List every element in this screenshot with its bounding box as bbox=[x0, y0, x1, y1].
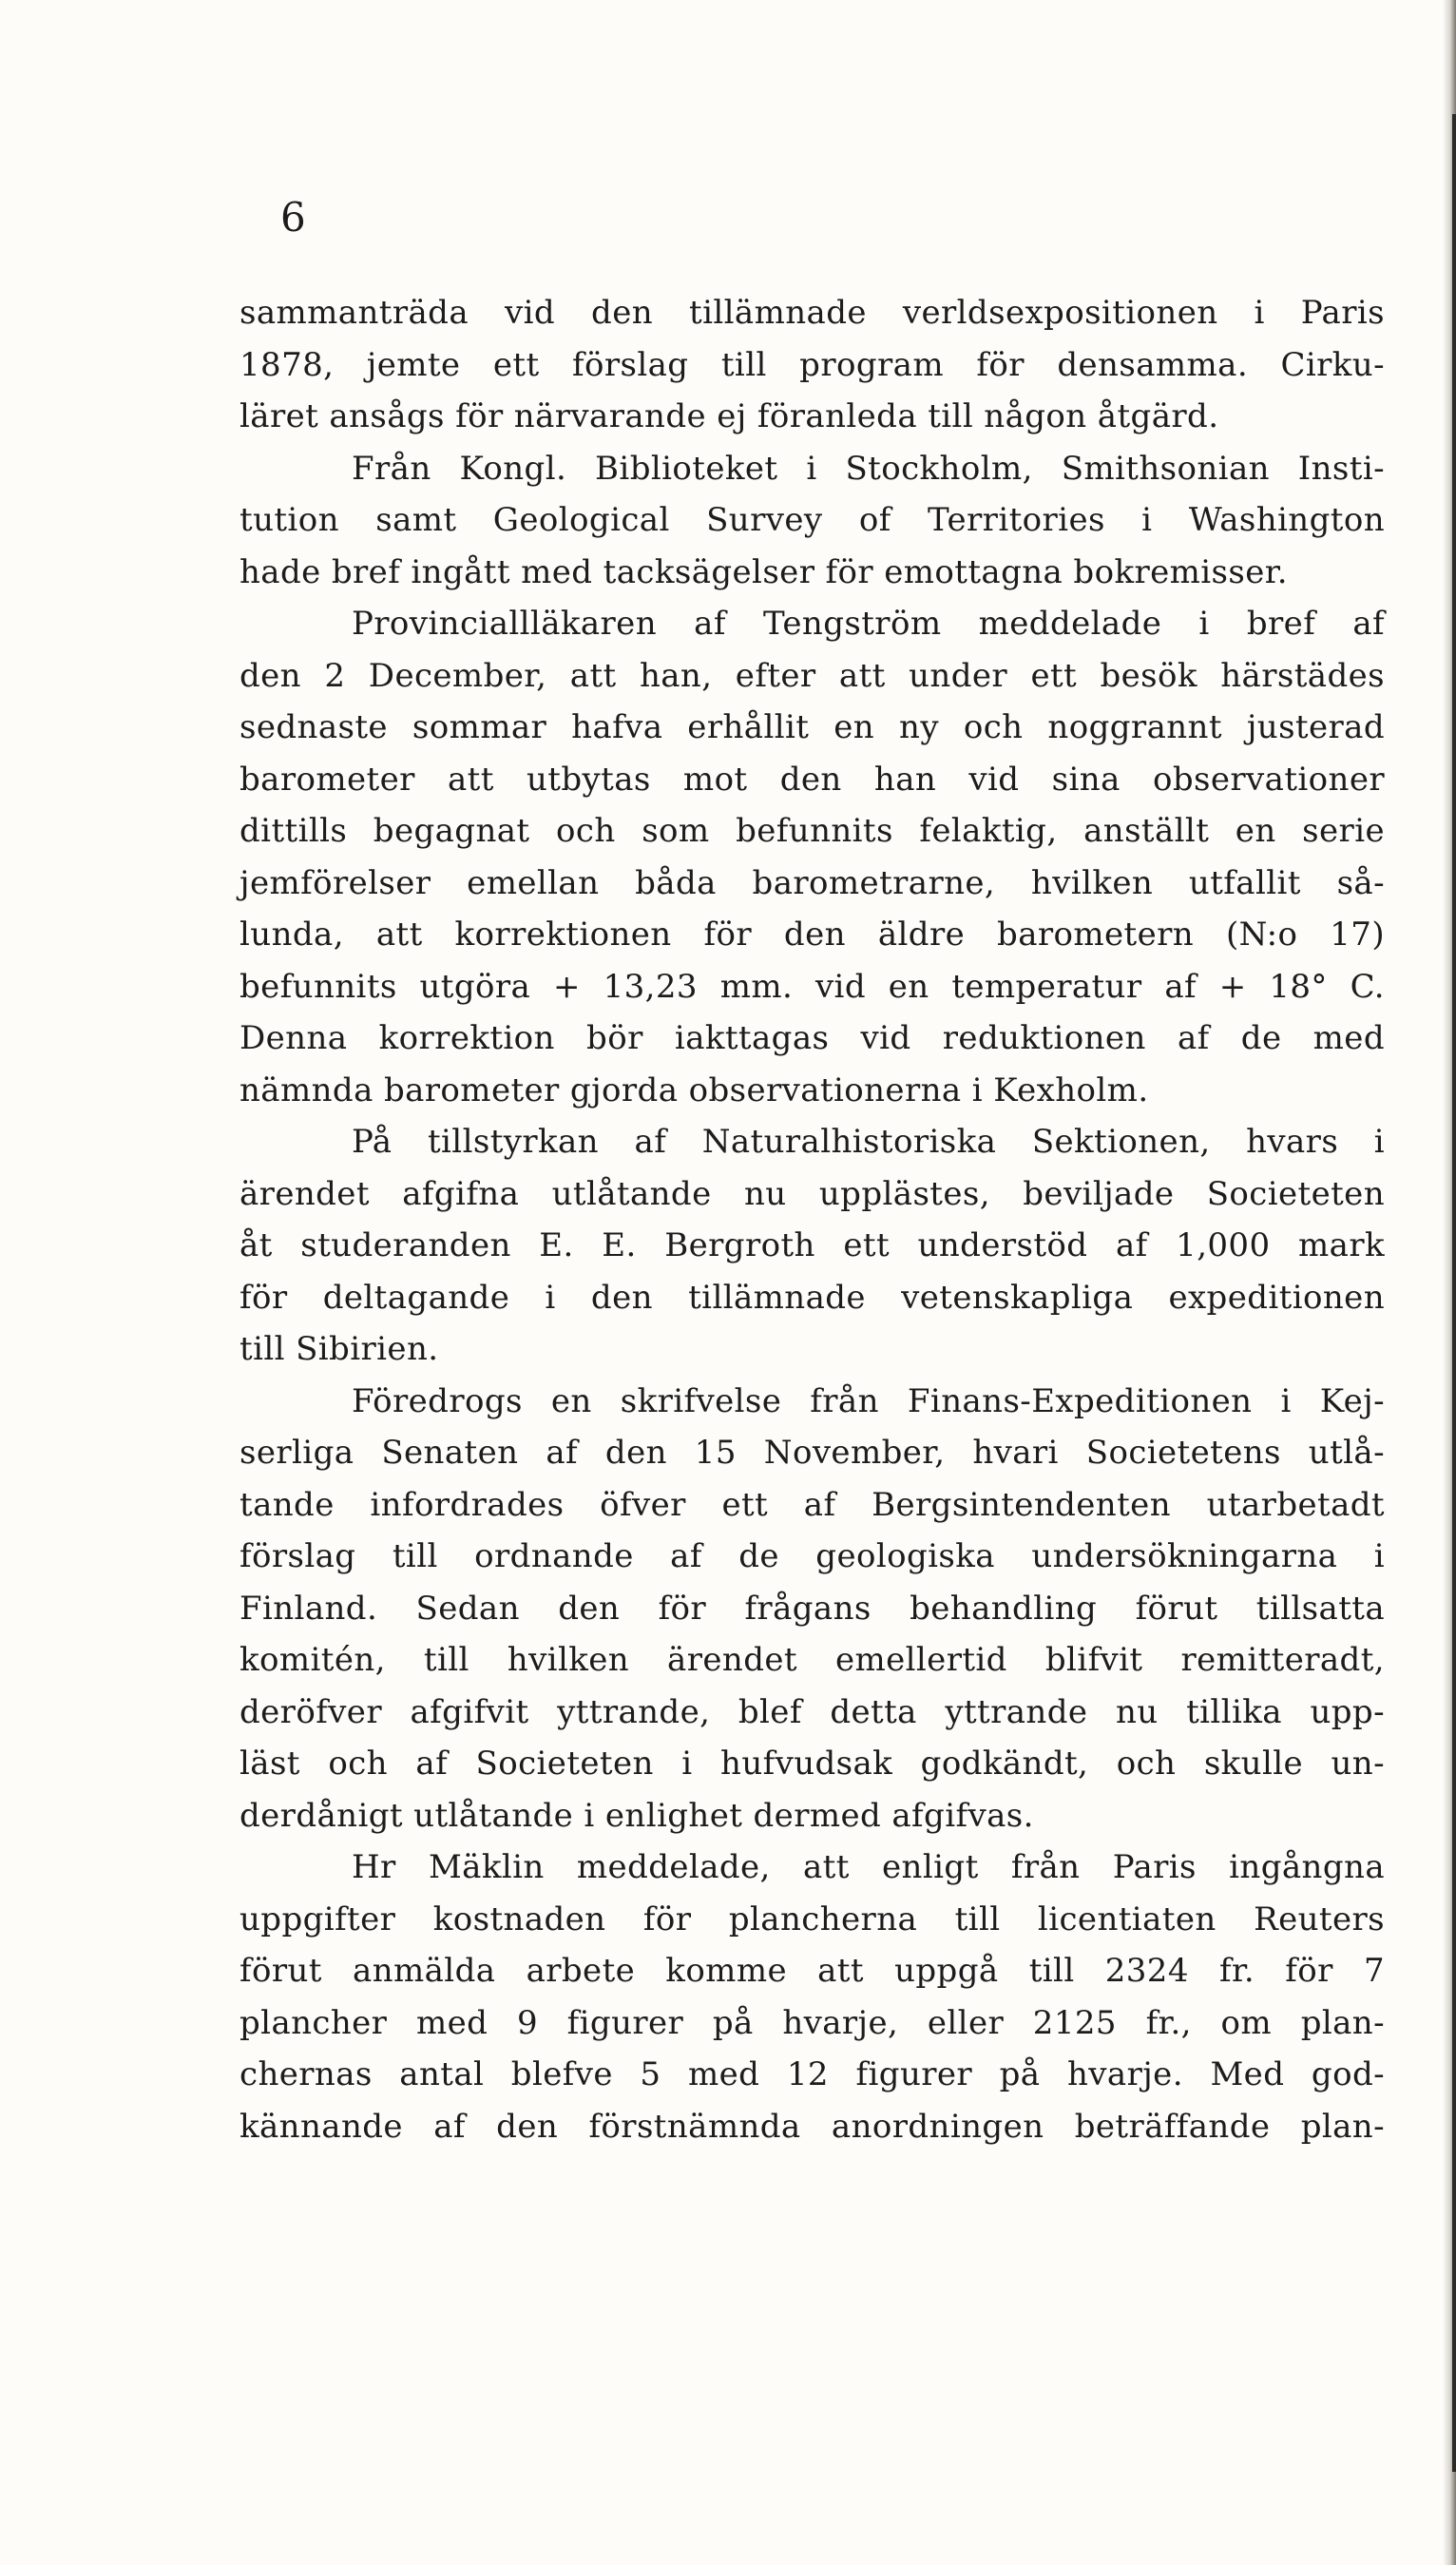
text-line: Från Kongl. Biblioteket i Stockholm, Smithsonian Insti- bbox=[352, 449, 1385, 488]
text-line: förut anmälda arbete komme att uppgå till 2324 fr. för 7 bbox=[239, 1952, 1385, 1990]
text-line: tande infordrades öfver ett af Bergsintendenten utarbetadt bbox=[239, 1485, 1385, 1524]
text-line: Provinciallläkaren af Tengström meddelade i bref af bbox=[352, 605, 1385, 643]
text-line: dittills begagnat och som befunnits felaktig, anställt en serie bbox=[239, 812, 1385, 850]
text-line: nämnda barometer gjorda observationerna i Kexholm. bbox=[239, 1070, 1149, 1109]
text-line: hade bref ingått med tacksägelser för emottagna bokremisser. bbox=[239, 552, 1288, 591]
text-line: tution samt Geological Survey of Territories i Washington bbox=[239, 501, 1385, 539]
text-line: plancher med 9 figurer på hvarje, eller 2125 fr., om plan- bbox=[239, 2003, 1385, 2042]
text-line: derdånigt utlåtande i enlighet dermed afgifvas. bbox=[239, 1796, 1034, 1835]
text-line: förslag till ordnande af de geologiska undersökningarna i bbox=[239, 1537, 1385, 1575]
text-line: Föredrogs en skrifvelse från Finans-Expeditionen i Kej- bbox=[352, 1381, 1385, 1420]
text-line: kännande af den förstnämnda anordningen beträffande plan- bbox=[239, 2107, 1385, 2146]
text-line: sammanträda vid den tillämnade verldsexpositionen i Paris bbox=[239, 294, 1385, 332]
text-line: Hr Mäklin meddelade, att enligt från Paris ingångna bbox=[352, 1848, 1385, 1886]
text-line: deröfver afgifvit yttrande, blef detta yttrande nu tillika upp- bbox=[239, 1692, 1385, 1731]
text-line: för deltagande i den tillämnade vetenskapliga expeditionen bbox=[239, 1278, 1385, 1317]
text-line: På tillstyrkan af Naturalhistoriska Sektionen, hvars i bbox=[352, 1123, 1385, 1161]
text-line: läret ansågs för närvarande ej föranleda till någon åtgärd. bbox=[239, 397, 1219, 435]
text-line: den 2 December, att han, efter att under ett besök härstädes bbox=[239, 656, 1385, 695]
body-text bbox=[239, 287, 1385, 2152]
text-line: uppgifter kostnaden för plancherna till licentiaten Reuters bbox=[239, 1900, 1385, 1938]
text-line: komitén, till hvilken ärendet emellertid blifvit remitteradt, bbox=[239, 1641, 1385, 1679]
text-line: 1878, jemte ett förslag till program för densamma. Cirku- bbox=[239, 345, 1385, 384]
text-line: Finland. Sedan den för frågans behandling förut tillsatta bbox=[239, 1589, 1385, 1628]
text-line: läst och af Societeten i hufvudsak godkändt, och skulle un- bbox=[239, 1745, 1385, 1783]
page-number: 6 bbox=[280, 194, 306, 241]
text-line: befunnits utgöra + 13,23 mm. vid en temperatur af + 18° C. bbox=[239, 967, 1385, 1006]
text-line: till Sibirien. bbox=[239, 1330, 439, 1368]
text-line: lunda, att korrektionen för den äldre barometern (N:o 17) bbox=[239, 916, 1385, 954]
text-line: chernas antal blefve 5 med 12 figurer på hvarje. Med god- bbox=[239, 2055, 1385, 2093]
text-line: barometer att utbytas mot den han vid sina observationer bbox=[239, 760, 1385, 799]
text-line: ärendet afgifna utlåtande nu upplästes, beviljade Societeten bbox=[239, 1174, 1385, 1213]
text-line: åt studeranden E. E. Bergroth ett understöd af 1,000 mark bbox=[239, 1226, 1385, 1264]
text-line: sednaste sommar hafva erhållit en ny och noggrannt justerad bbox=[239, 708, 1385, 746]
text-line: Denna korrektion bör iakttagas vid reduktionen af de med bbox=[239, 1019, 1385, 1057]
page-edge-binding bbox=[1452, 114, 1456, 2472]
text-line: serliga Senaten af den 15 November, hvari Societetens utlå- bbox=[239, 1434, 1385, 1472]
text-line: jemförelser emellan båda barometrarne, hvilken utfallit så- bbox=[239, 863, 1385, 902]
